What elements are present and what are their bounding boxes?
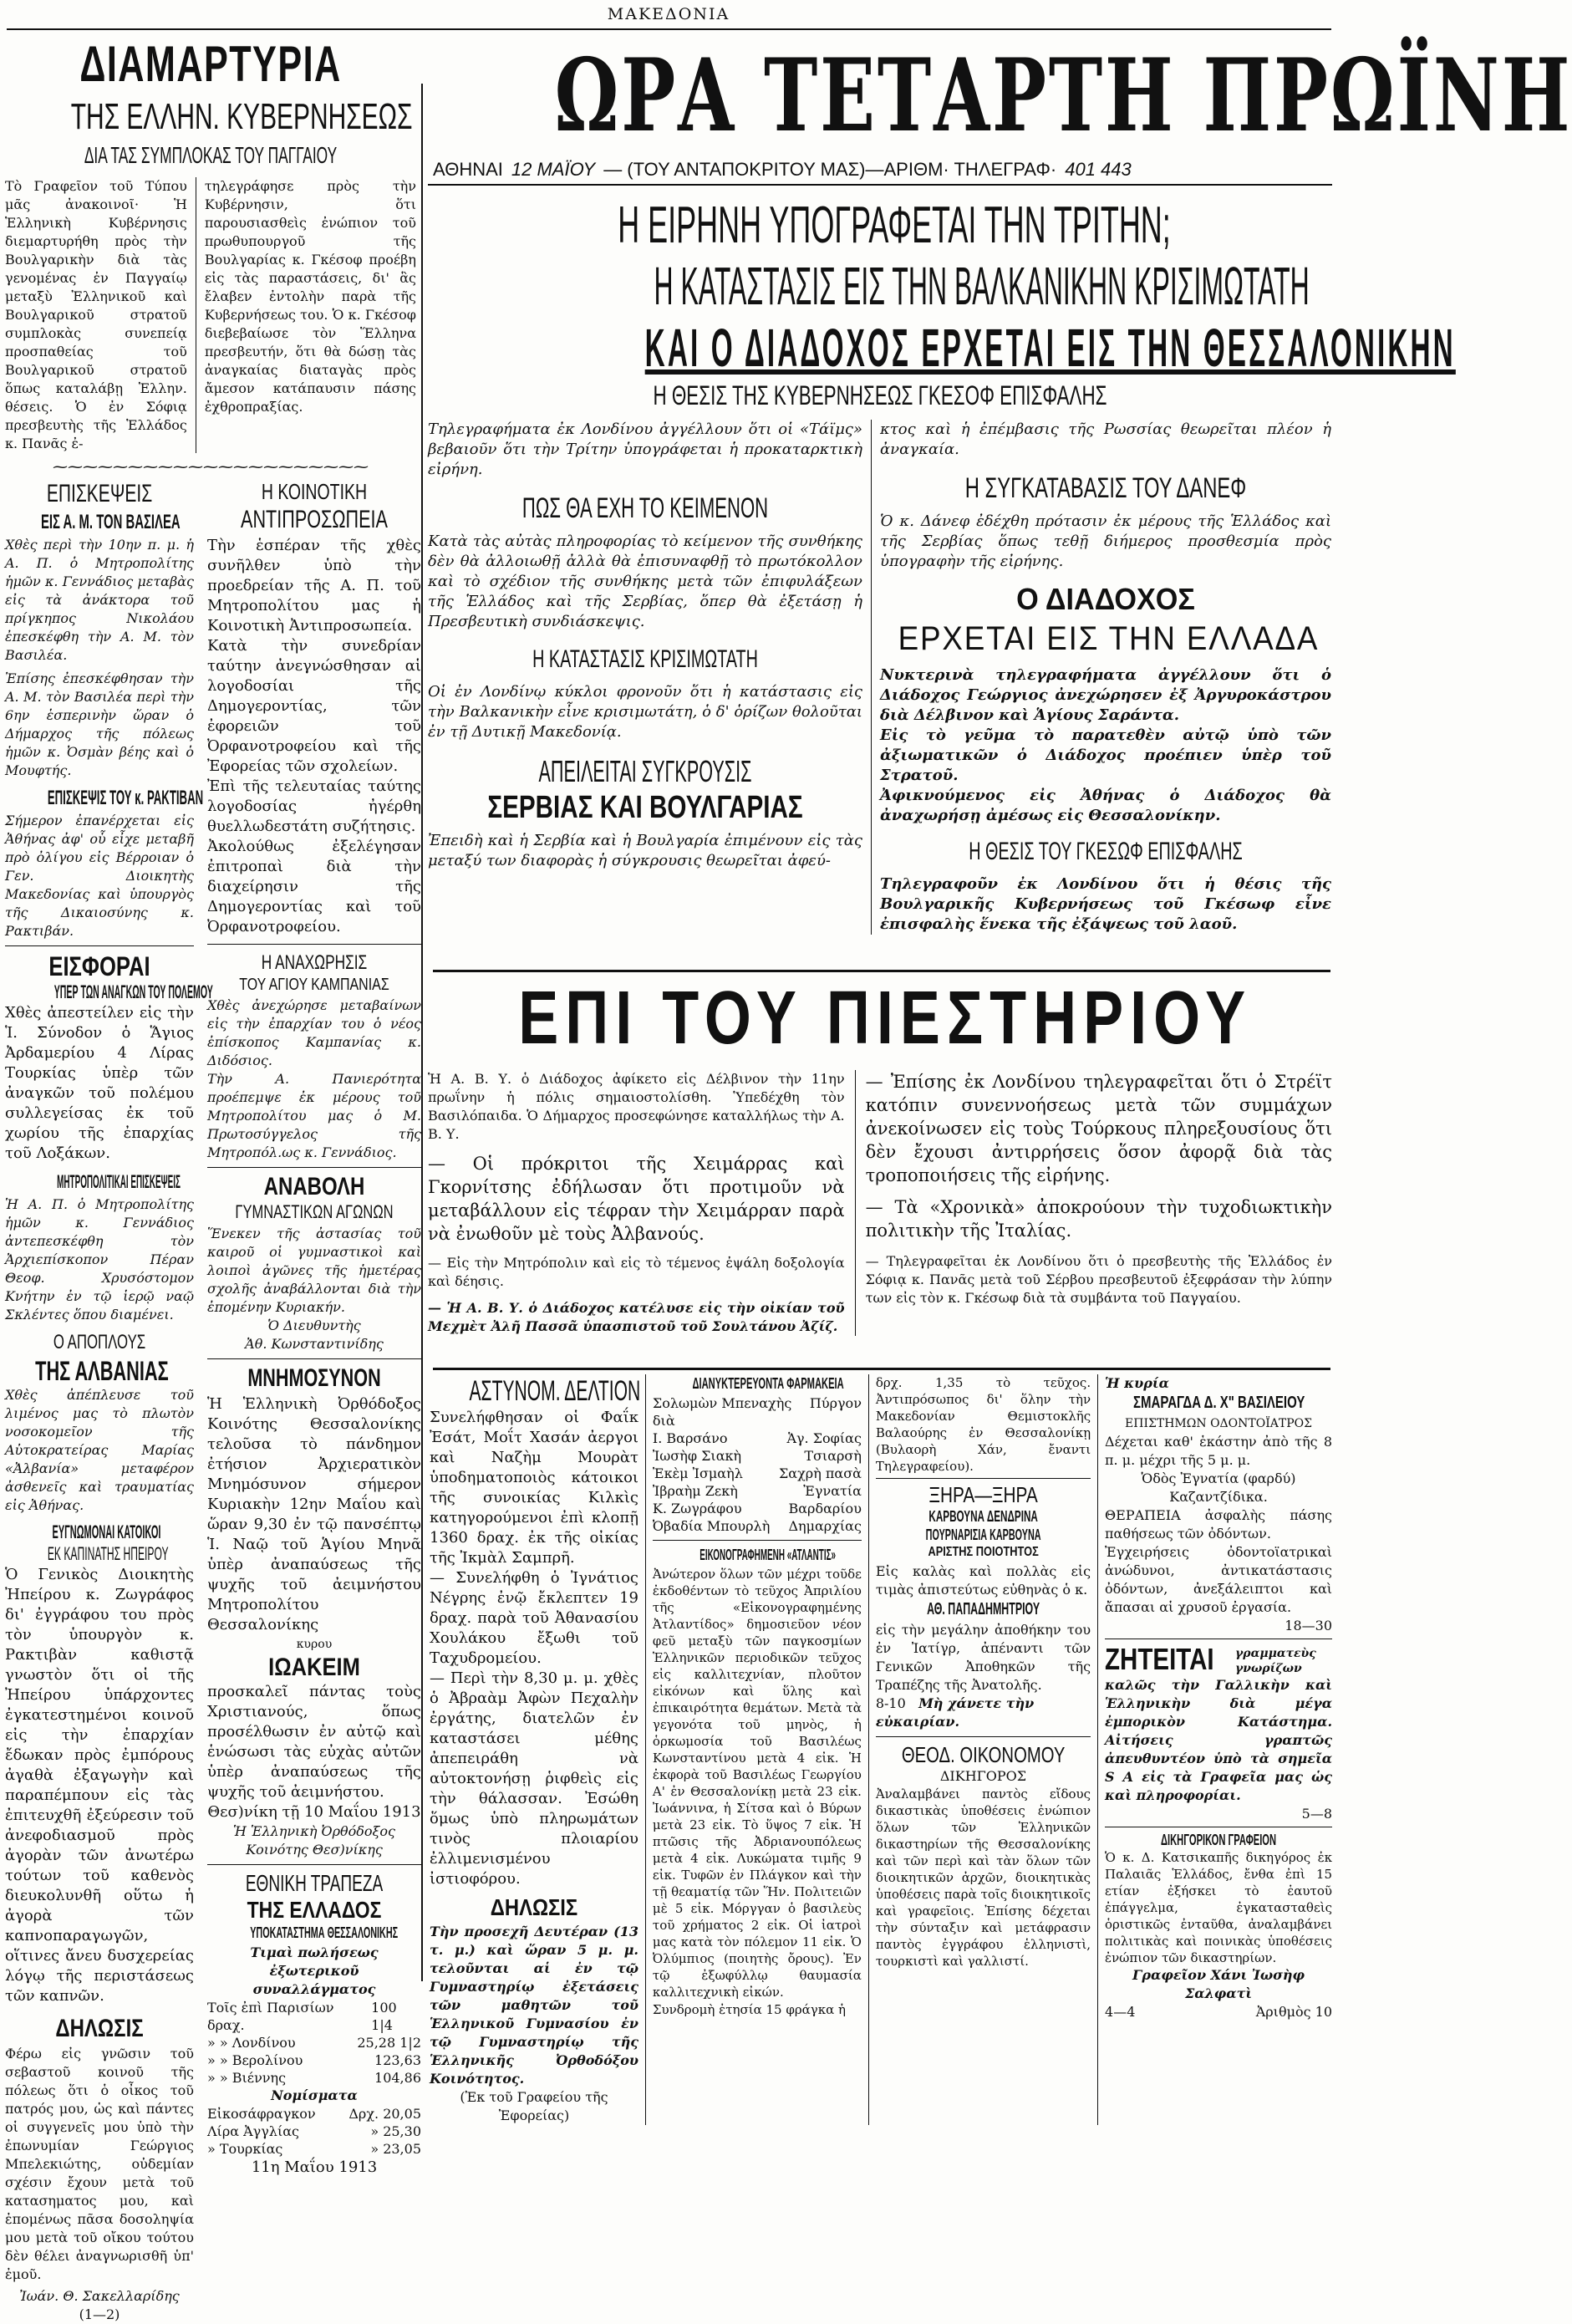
mnim-sig-1: Ἡ Ἑλληνικὴ Ὀρθόδοξος xyxy=(233,1823,395,1839)
dateline-numbers: 401 443 xyxy=(1065,159,1132,180)
xira-heading: ΞΗΡΑ—ΞΗΡΑ xyxy=(928,1482,1038,1507)
colA-s3-text: Ἐπειδὴ καὶ ἡ Σερβία καὶ ἡ Βουλγαρία ἐπιμένουν εἰς τὰς μεταξύ των διαφορὰς ἡ σύγκρουσις θεωρεῖται ἀφεύ- xyxy=(428,832,862,869)
xira-sub-2: ΠΟΥΡΝΑΡΙΣΙΑ ΚΑΡΒΟΥΝΑ xyxy=(925,1526,1041,1543)
colB-s1-text: Ὁ κ. Δάνεφ ἐδέχθη πρότασιν ἐκ μέρους τῆς Ἑλλάδος καὶ τῆς Σερβίας ὅπως τεθῇ διήμερος προσθεσμία πρὸς ὑπογραφὴν τῆς εἰρήνης. xyxy=(880,512,1331,570)
pharm-row xyxy=(653,1465,862,1482)
koin-heading: Η ΚΟΙΝΟΤΙΚΗ xyxy=(261,479,368,504)
dentist-text-3: ΘΕΡΑΠΕΙΑ ἀσφαλὴς πάσης παθήσεως τῶν ὀδόντων. xyxy=(1105,1507,1333,1542)
atlantis-heading: ΕΙΚΟΝΟΓΡΑΦΗΜΕΝΗ «ΑΤΛΑΝΤΙΣ» xyxy=(700,1547,836,1563)
bank-rate-row-label: » » Βιέννης xyxy=(207,2070,287,2086)
press-left-2: — Οἱ πρόκριτοι τῆς Χειμάρρας καὶ Γκορνίτσης ἐδήλωσαν ὅτι προτιμοῦν νὰ μεταβάλλουν εἰς τέφραν τὴν Χειμάρραν παρὰ νὰ ἐνωθοῦν μὲ τοὺς Ἀλβανούς. xyxy=(428,1154,845,1244)
anax-heading: Η ΑΝΑΧΩΡΗΣΙΣ xyxy=(261,951,368,974)
masthead: ΜΑΚΕΔΟΝΙΑ xyxy=(607,5,730,23)
pharm-row-value: Ἁγ. Σοφίας xyxy=(786,1430,862,1446)
pharm-row xyxy=(653,1394,862,1430)
press-section xyxy=(428,976,1332,1336)
office-address: Γραφεῖον Χάνι Ἰωσὴφ Σαλφατὶ xyxy=(1132,1967,1305,2001)
eisfora-text: Χθὲς ἀπεστείλεν εἰς τὴν Ἱ. Σύνοδον ὁ Ἅγιος Ἀρδαμερίου 4 Λίρας Τουρκίας ὑπὲρ τῶν ἀναγκῶν τοῦ πολέμου συλλεγείσας ἐκ τοῦ χωρίου τῆς ἐπαρχίας τοῦ Λοξάκων. xyxy=(5,1004,194,1162)
wanted-heading: ΖΗΤΕΙΤΑΙ xyxy=(1105,1642,1214,1676)
dentist-prefix: Ἡ κυρία xyxy=(1105,1375,1169,1391)
police-text-1: Συνελήφθησαν οἱ Φαΐκ Ἐσάτ, Μοΐτ Χασάν ἀεργοι καὶ Ναζὴμ Μουρὰτ ὑποδηματοποιὸς κάτοικοι τῆς συνοικίας Κιλκὶς κατηγορούμενοι ἐπὶ κλοπῇ 1360 δραχ. ἐκ τῆς οἰκίας τῆς Ἰκμὰλ Σαμπρῆ. xyxy=(430,1409,638,1567)
gymn-sig-2: Ἀθ. Κωνσταντινίδης xyxy=(245,1336,384,1352)
ads-section xyxy=(430,1374,1332,2125)
notice2-heading: ΔΗΛΩΣΙΣ xyxy=(490,1894,578,1920)
dateline-source: — (ΤΟΥ ΑΝΤΑΠΟΚΡΙΤΟΥ ΜΑΣ)—ΑΡΙΘΜ· ΤΗΛΕΓΡΑΦ· xyxy=(603,159,1057,180)
metro-heading: ΜΗΤΡΟΠΟΛΙΤΙΚΑΙ ΕΠΙΣΚΕΨΕΙΣ xyxy=(57,1171,181,1192)
notice-text: Φέρω εἰς γνῶσιν τοῦ σεβαστοῦ κοινοῦ τῆς πόλεως ὅτι ὁ οἶκος τοῦ πατρός μου, ὡς καὶ πάντες οἱ συγγενεῖς μου ὑπὸ τὴν ἐπωνυμίαν Γεώργιος Μπελεκιώτης, οὐδεμίαν σχέσιν ἔχουν μετὰ τοῦ κατασηματος μου, καὶ ἐπομένως πᾶσα δοσοληψία μου μετὰ τοῦ οἴκου τούτου δὲν θέλει ἀναγνωρισθῆ ὑπ' ἐμοῦ. xyxy=(5,2046,194,2282)
metro-text: Ἡ Α. Π. ὁ Μητροπολίτης ἡμῶν κ. Γεννάδιος ἀντεπεσκέφθη τὸν Ἀρχιεπίσκοπον Πέραν Θεοφ. Χρυσόστομον Κνήτην ἐν τῷ ἱερῷ ναῷ Σκλέντες ὅπου διαμένει. xyxy=(5,1196,194,1323)
protest-text-1: Τὸ Γραφεῖον τοῦ Τύπου μᾶς ἀνακοινοῖ· Ἡ Ἑλληνικὴ Κυβέρνησις διεμαρτυρήθη πρὸς τὴν Βουλγαρικὴν διὰ τὰς γενομένας ἐν Παγγαίῳ μεταξὺ Ἑλληνικοῦ καὶ Βουλγαρικοῦ στρατοῦ συμπλοκὰς συνεπείᾳ προσπαθείας τοῦ Βουλγαρικοῦ στρατοῦ ὅπως καταλάβῃ Ἑλλην. θέσεις. Ὁ ἐν Σόφιᾳ πρεσβευτὴς τῆς Ἑλλάδος κ. Πανᾶς ἐ- xyxy=(5,178,187,451)
raktivan-heading: ΕΠΙΣΚΕΨΙΣ ΤΟΥ κ. ΡΑΚΤΙΒΑΝ xyxy=(47,787,204,809)
press-left-1: Ἡ Α. Β. Υ. ὁ Διάδοχος ἀφίκετο εἰς Δέλβινον τὴν 11ην πρωΐνην ἡ πόλις σημαιοστολίσθη. Ὑπεδέχθη τὸν Βασιλόπαιδα. Ὁ Δήμαρχος προσεφώνησε καταλλήλως τὴν Α. Β. Υ. xyxy=(428,1071,845,1142)
pharm-row-value: Δημαρχίας xyxy=(788,1518,862,1534)
bank-coin-row xyxy=(207,2123,421,2140)
pharm-row-value: Ἐγνατία xyxy=(803,1483,862,1499)
pharm-row-label: Ὀβαδία Μπουρλὴ xyxy=(652,1518,771,1534)
dentist-name: ΣΜΑΡΑΓΔΑ Δ. Χ" ΒΑΣΙΛΕΙΟΥ xyxy=(1133,1394,1305,1412)
headline-4: Η ΘΕΣΙΣ ΤΗΣ ΚΥΒΕΡΝΗΣΕΩΣ ΓΚΕΣΟΦ ΕΠΙΣΦΑΛΗΣ xyxy=(653,380,1107,410)
bank-coin-row-value: Δρχ. 20,05 xyxy=(348,2106,421,2122)
headline-1: Η ΕΙΡΗΝΗ ΥΠΟΓΡΑΦΕΤΑΙ ΤΗΝ ΤΡΙΤΗΝ; xyxy=(618,196,1171,254)
notice-number: (1—2) xyxy=(79,2306,120,2322)
mnim-name: ΙΩΑΚΕΙΜ xyxy=(268,1654,360,1681)
koin-subheading: ΑΝΤΙΠΡΟΣΩΠΕΙΑ xyxy=(241,506,388,533)
bank-heading: ΕΘΝΙΚΗ ΤΡΑΠΕΖΑ xyxy=(245,1870,384,1896)
headline-3: ΚΑΙ Ο ΔΙΑΔΟΧΟΣ ΕΡΧΕΤΑΙ ΕΙΣ ΤΗΝ ΘΕΣΣΑΛΟΝΙΚΗΝ xyxy=(644,318,1456,378)
dateline-date: 12 ΜΑΪΟΥ xyxy=(511,159,596,180)
colB-s2-subheading: ΕΡΧΕΤΑΙ ΕΙΣ ΤΗΝ ΕΛΛΑΔΑ xyxy=(898,620,1320,657)
mnim-name-small: κυρου xyxy=(296,1638,333,1651)
xira-motto-line xyxy=(876,1695,1091,1731)
protest-subheading: ΤΗΣ ΕΛΛΗΝ. ΚΥΒΕΡΝΗΣΕΩΣ xyxy=(70,96,413,137)
colB-s1-heading: Η ΣΥΓΚΑΤΑΒΑΣΙΣ ΤΟΥ ΔΑΝΕΦ xyxy=(964,472,1247,504)
bank-rate-row-value: 100 1|4 xyxy=(371,2000,397,2033)
pharm-row-label: Ι. Βαρσάνο xyxy=(652,1430,728,1446)
pharm-row-label: Ἐκὲμ Ἰσμαὴλ xyxy=(652,1465,743,1481)
protest-topic: ΔΙΑ ΤΑΣ ΣΥΜΠΛΟΚΑΣ ΤΟΥ ΠΑΓΓΑΙΟΥ xyxy=(84,142,338,168)
xira-sub-1: ΚΑΡΒΟΥΝΑ ΔΕΝΔΡΙΝΑ xyxy=(928,1508,1038,1525)
colA-s3-subheading: ΣΕΡΒΙΑΣ ΚΑΙ ΒΟΥΛΓΑΡΙΑΣ xyxy=(487,790,803,825)
colB-lead: κτος καὶ ἡ ἐπέμβασις τῆς Ρωσσίας θεωρεῖται πλέον ἡ ἀναγκαία. xyxy=(880,420,1331,458)
press-right-3: — Τηλεγραφεῖται ἐκ Λονδίνου ὅτι ὁ πρεσβευτὴς τῆς Ἑλλάδος ἐν Σόφιᾳ κ. Πανᾶς μετὰ τοῦ Σέρβου πρεσβευτοῦ ἐξεφράσαν τὴν λύπην των εἰς τὸν κ. Γκέσωφ διὰ τὰ συμβάντα τοῦ Παγγαίου. xyxy=(865,1253,1333,1306)
office-number: Ἀριθμὸς 10 xyxy=(1255,2004,1333,2020)
visits-heading: ΕΠΙΣΚΕΨΕΙΣ xyxy=(46,480,153,507)
pharm-row-label: Κ. Ζωγράφου xyxy=(652,1501,742,1516)
koin-text-1: Τὴν ἑσπέραν τῆς χθὲς συνῆλθεν ὑπὸ τὴν προεδρείαν τῆς Α. Π. τοῦ Μητροπολίτου μας ἡ Κοινοτικὴ Ἀντιπροσωπεία. xyxy=(207,537,421,635)
bank-coin-row-value: » 23,05 xyxy=(370,2141,421,2157)
notice2-source: (Ἐκ τοῦ Γραφείου τῆς Ἐφορείας) xyxy=(460,2089,608,2123)
xira-top-text: δρχ. 1,35 τὸ τεῦχος. Ἀντιπρόσωπος δι' ὅλην τὴν Μακεδονίαν Θεμιστοκλῆς Βαλαούρης ἐν Θεσσαλονίκῃ (Βυλαορὴ Χάν, ἔναντι Τηλεγραφείου). xyxy=(875,1375,1091,1474)
press-right-2: — Τὰ «Χρονικὰ» ἀποκρούουν τὴν τυχοδιωκτικὴν πολιτικὴν τῆς Ἰταλίας. xyxy=(865,1197,1333,1241)
press-title: ΕΠΙ ΤΟΥ ΠΙΕΣΤΗΡΙΟΥ xyxy=(518,976,1253,1060)
main-title: ΩΡΑ ΤΕΤΑΡΤΗ ΠΡΩΪΝΗ xyxy=(554,37,1572,155)
office-ref: 4—4 xyxy=(1105,2004,1136,2020)
bank-rate-row xyxy=(207,1999,421,2034)
press-left-4: — Ἡ Α. Β. Υ. ὁ Διάδοχος κατέλυσε εἰς τὴν οἰκίαν τοῦ Μεχμὲτ Ἀλῆ Πασσᾶ ὑπασπιστοῦ τοῦ Σουλτάνου Ἀζίζ. xyxy=(428,1300,845,1334)
pharm-row xyxy=(653,1482,862,1500)
bank-rate-row-value: 104,86 xyxy=(374,2070,421,2086)
colA-lead: Τηλεγραφήματα ἐκ Λονδίνου ἀγγέλλουν ὅτι οἱ «Τάϊμς» βεβαιοῦν ὅτι τὴν Τρίτην ὑπογράφεται ἡ προκαταρκτικὴ εἰρήνη. xyxy=(428,420,862,478)
anax-text-1: Χθὲς ἀνεχώρησε μεταβαίνων εἰς τὴν ἐπαρχίαν του ὁ νέος ἐπίσκοπος Καμπανίας κ. Διδόσιος. xyxy=(207,997,421,1068)
bank-rate-row-label: » » Λονδίνου xyxy=(207,2035,296,2051)
bank-rate-row-value: 123,63 xyxy=(374,2052,421,2068)
police-heading: ΑΣΤΥΝΟΜ. ΔΕΛΤΙΟΝ xyxy=(469,1375,641,1407)
dateline xyxy=(428,159,1332,186)
albania-text: Χθὲς ἀπέπλευσε τοῦ λιμένος μας τὸ πλωτὸν νοσοκομεῖον τῆς Αὐτοκρατείρας Μαρίας «Ἀλβανία» μεταφέρον ἀσθενεῖς καὶ τραυματίας εἰς Ἀθήνας. xyxy=(5,1387,194,1513)
mnim-text-2: προσκαλεῖ πάντας τοὺς Χριστιανούς, ὅπως προσέλθωσιν ἐν αὐτῷ καὶ ἑνώσωσι τὰς εὐχὰς αὐτῶν ὑπὲρ ἀναπαύσεως τῆς ψυχῆς τοῦ ἀειμνήστου. xyxy=(207,1683,421,1801)
dentist-text-4: Ἐγχειρήσεις ὀδοντοϊατρικαὶ ἀνώδυνοι, ἀντικατάστασις ὀδόντων, ἀνεξάλειπτοι καὶ ἄπασαι αἱ χρυσοῦ ἐργασία. xyxy=(1105,1544,1333,1615)
pharm-row xyxy=(653,1430,862,1447)
bank-coin-row-label: » Τουρκίας xyxy=(207,2141,283,2157)
pharm-row-label: Σολωμὼν Μπεναχὴς διὰ xyxy=(652,1395,792,1429)
colB-s2-heading: Ο ΔΙΑΔΟΧΟΣ xyxy=(1016,582,1195,616)
koin-text-4: Ἀκολούθως ἐξελέγησαν ἐπιτροπαὶ διὰ τὴν διαχείρησιν τῆς Δημογεροντίας καὶ τοῦ Ὀρφανοτροφείου. xyxy=(207,838,421,935)
dentist-text-1: Δέχεται καθ' ἑκάστην ἀπὸ τῆς 8 π. μ. μέχρι τῆς 5 μ. μ. xyxy=(1105,1434,1333,1468)
lawyer-title: ΔΙΚΗΓΟΡΟΣ xyxy=(939,1768,1027,1784)
bank-rates-title: Τιμαὶ πωλήσεως ἐξωτερικοῦ συναλλάγματος xyxy=(250,1944,379,1997)
pharm-row-label: Ἰβραὴμ Ζεκὴ xyxy=(652,1483,738,1499)
pharm-row-label: Ἰωσὴφ Σιακὴ xyxy=(652,1448,742,1464)
raktivan-text: Σήμερον ἐπανέρχεται εἰς Ἀθήνας ἀφ' οὗ εἶχε μεταβῆ πρὸ ὀλίγου εἰς Βέρροιαν ὁ Γεν. Διοικητὴς Μακεδονίας καὶ ὑπουργὸς τῆς Δικαιοσύνης κ. Ρακτιβάν. xyxy=(5,813,194,939)
bank-coins-table xyxy=(207,2105,421,2158)
colA-s2-text: Οἱ ἐν Λονδίνῳ κύκλοι φρονοῦν ὅτι ἡ κατάστασις εἰς τὴν Βαλκανικὴν εἶνε κρισιμωτάτη, ὁ δ' ὁρίζων θολοῦται ἐν τῇ Δυτικῇ Μακεδονίᾳ. xyxy=(428,683,862,741)
bank-date: 11η Μαΐου 1913 xyxy=(251,2158,378,2176)
atlantis-subscription: Συνδρομὴ ἐτησία 15 φράγκα ἡ xyxy=(652,2002,847,2017)
pharm-row-value: Βαρδαρίου xyxy=(788,1501,862,1516)
colA-s1-heading: ΠΩΣ ΘΑ ΕΧΗ ΤΟ ΚΕΙΜΕΝΟΝ xyxy=(521,492,769,524)
left-column xyxy=(5,35,421,2324)
dentist-num: 18—30 xyxy=(1285,1618,1333,1633)
bank-coin-row xyxy=(207,2140,421,2158)
epirus-heading: ΕΥΓΝΩΜΟΝΑΙ ΚΑΤΟΙΚΟΙ xyxy=(52,1521,161,1542)
notice-heading: ΔΗΛΩΣΙΣ xyxy=(55,2015,144,2042)
protest-text-2: τηλεγράφησε πρὸς τὴν Κυβέρνησιν, ὅτι παρουσιασθεὶς ἐνώπιον τοῦ πρωθυπουργοῦ τῆς Βουλγαρίας κ. Γκέσοφ προέβη εἰς τὰς παραστάσεις, δι' ἃς ἔλαβεν ἐντολὴν παρὰ τῆς Κυβερνήσεως του. Ὁ κ. Γκέσοφ διεβεβαίωσε τὸν Ἕλληνα πρεσβευτήν, ὅτι θὰ δώσῃ τὰς ἀναγκαίας διαταγὰς πρὸς ἄμεσον κατάπαυσιν πάσης ἐχθροπραξίας. xyxy=(204,178,416,415)
colA-s1-text: Κατὰ τὰς αὐτὰς πληροφορίας τὸ κείμενον τῆς συνθήκης δὲν θὰ ἀλλοιωθῇ ἀλλὰ θὰ ἐπισυναφθῇ τὸ πρωτόκολλον καὶ τὸ σχέδιον τῆς συνθήκης μετὰ τῶν ἐπιφυλάξεων τῆς Ἑλλάδος καὶ τῆς Σερβίας, ὅπερ θὰ ἐξετάσῃ ἡ Πρεσβευτικὴ συνδιάσκεψις. xyxy=(428,533,862,630)
office-heading: ΔΙΚΗΓΟΡΙΚΟΝ ΓΡΑΦΕΙΟΝ xyxy=(1160,1832,1277,1848)
albania-heading: Ο ΑΠΟΠΛΟΥΣ xyxy=(53,1331,146,1353)
office-text: Ὁ κ. Δ. Κατσικαπῆς δικηγόρος ἐκ Παλαιᾶς Ἑλλάδος, ἔνθα ἐπὶ 15 ετίαν ἐξήσκει τὸ ἑαυτοῦ ἐπάγγελμα, ἐγκατασταθεὶς ὁριστικῶς ἐνταῦθα, ἀναλαμβάνει πολιτικὰς καὶ ποινικὰς ὑποθέσεις ἐνώπιον τῶν δικαστηρίων. xyxy=(1105,1850,1333,1965)
headline-2: Η ΚΑΤΑΣΤΑΣΙΣ ΕΙΣ ΤΗΝ ΒΑΛΚΑΝΙΚΗΝ ΚΡΙΣΙΜΩΤΑΤΗ xyxy=(654,256,1310,316)
anax-subheading: ΤΟΥ ΑΓΙΟΥ ΚΑΜΠΑΝΙΑΣ xyxy=(239,976,389,994)
wanted-num: 5—8 xyxy=(1301,1806,1333,1822)
visits-text-2: Ἐπίσης ἐπεσκέφθησαν τὴν Α. Μ. τὸν Βασιλέα περὶ τὴν 6ην ἑσπερινὴν ὥραν ὁ Δήμαρχος τῆς πόλεως ἡμῶν κ. Ὀσμὰν βέης καὶ ὁ Μουφτής. xyxy=(5,670,194,778)
xira-motto: Μὴ χάνετε τὴν εὐκαιρίαν. xyxy=(875,1695,1035,1730)
bank-rate-row-label: » » Βερολίνου xyxy=(207,2052,303,2068)
pharm-table xyxy=(653,1394,862,1535)
bank-branch: ΥΠΟΚΑΤΑΣΤΗΜΑ ΘΕΣΣΑΛΟΝΙΚΗΣ xyxy=(250,1924,399,1941)
mnim-text-1: Ἡ Ἑλληνικὴ Ὀρθόδοξος Κοινότης Θεσσαλονίκης τελοῦσα τὸ πάνδημον ἐτήσιον Ἀρχιερατικὸν Μνημόσυνον σήμερον Κυριακὴν 12ην Μαΐου καὶ ὥραν 9,30 ἐν τῷ πανσέπτῳ Ἱ. Ναῷ τοῦ Ἁγίου Μηνᾶ ὑπὲρ ἀναπαύσεως τῆς ψυχῆς τοῦ ἀειμνήστου Μητροπολίτου Θεσσαλονίκης xyxy=(207,1395,421,1633)
press-right-1: — Ἐπίσης ἐκ Λονδίνου τηλεγραφεῖται ὅτι ὁ Στρέϊτ κατόπιν συνεννοήσεως μετὰ τῶν συμμάχων ἀνεκοίνωσεν εἰς τοὺς Τούρκους πληρεξουσίους ὅτι δὲν ἔχουσι ἀντιρρήσεις ὅσον ἀφορᾷ διὰ τὰς τροποποιήσεις τῆς εἰρήνης. xyxy=(865,1072,1333,1185)
mnim-sig-2: Κοινότης Θεσ)νίκης xyxy=(246,1842,383,1858)
eisfora-heading: ΕΙΣΦΟΡΑΙ xyxy=(48,951,150,981)
xira-sub-3: ΑΡΙΣΤΗΣ ΠΟΙΟΤΗΤΟΣ xyxy=(928,1545,1039,1559)
mnim-heading: ΜΝΗΜΟΣΥΝΟΝ xyxy=(247,1364,381,1392)
gymn-subheading: ΓΥΜΝΑΣΤΙΚΩΝ ΑΓΩΝΩΝ xyxy=(235,1201,394,1222)
colB-s2-text-1: Νυκτερινὰ τηλεγραφήματα ἀγγέλλουν ὅτι ὁ Διάδοχος Γεώργιος ἀνεχώρησεν ἐξ Ἀργυροκάστρου διὰ Δέλβινον καὶ Ἁγίους Σαράντα. xyxy=(880,666,1331,724)
xira-text-1: Εἰς καλὰς καὶ πολλὰς εἰς τιμὰς ἀπιστεύτως εὐθηνὰς ὁ κ. xyxy=(875,1563,1091,1598)
xira-name: ΑΘ. ΠΑΠΑΔΗΜΗΤΡΙΟΥ xyxy=(926,1600,1040,1618)
bank-rate-row-value: 25,28 1|2 xyxy=(357,2035,421,2051)
koin-text-3: Ἐπὶ τῆς τελευταίας ταύτης λογοδοσίας ἠγέρθη θυελλωδεστάτη συζήτησις. xyxy=(207,777,421,835)
eisfora-subheading: ΥΠΕΡ ΤΩΝ ΑΝΑΓΚΩΝ ΤΟΥ ΠΟΛΕΜΟΥ xyxy=(53,981,213,1002)
mnim-date: Θεσ)νίκη τῇ 10 Μαΐου 1913 xyxy=(207,1803,421,1821)
bank-coin-row xyxy=(207,2105,421,2123)
colB-s3-heading: Η ΘΕΣΙΣ ΤΟΥ ΓΚΕΣΩΦ ΕΠΙΣΦΑΛΗΣ xyxy=(969,838,1243,865)
colA-s3-heading: ΑΠΕΙΛΕΙΤΑΙ ΣΥΓΚΡΟΥΣΙΣ xyxy=(538,754,752,788)
dateline-city: ΑΘΗΝΑΙ xyxy=(433,159,503,180)
atlantis-text: Ἀνώτερον ὅλων τῶν μέχρι τοῦδε ἐκδοθέντων τὸ τεῦχος Ἀπριλίου τῆς «Εἰκονογραφημένης Ἀτλαντίδος» δημοσιεῦον νέον φεῦ μεταξὺ τῶν παγκοσμίων Ἑλληνικῶν περιοδικῶν τεῦχος εἰς καλλιτεχνίαν, πλοῦτον εἰκόνων καὶ ὕλης καὶ ἐπικαιρότητα θεμάτων. Μετὰ τὰ γεγονότα τοῦ μηνὸς, ἡ ὁρκωμοσία τοῦ Βασιλέως Κωνσταντίνου μετὰ 4 εἰκ. Ἡ ἐκφορὰ τοῦ Βασιλέως Γεωργίου Α' ἐν Θεσσαλονίκῃ μετὰ 23 εἰκ. Ἰωάννινα, ἡ Σίτσα καὶ ὁ Βύρων μετὰ 23 εἰκ. Τὸ ὕψος 7 εἰκ. Ἡ πτῶσις τῆς Ἀδριανουπόλεως μετὰ 4 εἰκ. Λυκώματα τιμῆς 9 εἰκ. Τυφῶν ἐν Πλάγκον καὶ τὴν τῇ θεαματίᾳ τῶν Ἥν. Πολιτειῶν μὲ 5 εἰκ. Μόργγαν ὁ βασιλεὺς τοῦ χρήματος 2 εἰκ. Οἱ ἰατροὶ μας κατὰ τὸν πόλεμον 11 εἰκ. Ὁ Ὀλύμπιος (ποιητὴς ὄρους). Ἐν τῷ ἐξωφύλλῳ θαυμασία καλλιτεχνικὴ εἰκών. xyxy=(652,1567,862,2000)
police-text-2: — Συνελήφθη ὁ Ἰγνάτιος Νέγρης ἐνῷ ἔκλεπτεν 19 δραχ. παρὰ τοῦ Ἀθανασίου Χουλάκου ἔξωθι τοῦ Ταχυδρομείου. xyxy=(430,1569,638,1667)
epirus-text: Ὁ Γενικὸς Διοικητὴς Ἠπείρου κ. Ζωγράφος δι' ἐγγράφου του πρὸς τὸν ὑπουργὸν κ. Ρακτιβὰν καθιστᾷ γνωστὸν ὅτι οἱ τῆς Ἠπείρου ὑπάρχοντες ἐγκατεστημένοι κοινοῦ εἰς τὴν ἐπαρχίαν ἔδωκαν πρὸς ἐμπόρους ἀγαθὰ ἐξαγωγὴν καὶ παραπέμπουν εἰς τὰς ἐπιτευχθῆ ἐξεύρεσιν τοῦ ἀνεφοδιασμοῦ πρὸς ἀγορὰν τῶν ἀνωτέρω τούτων τοῦ καθενὸς διευκολυνθῆ οὕτω ἡ ἀγορὰ τῶν καπνοπαραγωγῶν, οἵτινες ἄνευ δυσχερείας λόγῳ τῆς περιστάσεως τῶν καπνῶν. xyxy=(5,1566,194,2005)
bank-rate-row xyxy=(207,2069,421,2087)
bank-subheading: ΤΗΣ ΕΛΛΑΔΟΣ xyxy=(247,1897,382,1923)
anax-text-2: Τὴν Α. Πανιερότητα προέπεμψε ἐκ μέρους τοῦ Μητροπολίτου μας ὁ Μ. Πρωτοσύγγελος τῆς Μητροπόλ.ως κ. Γεννάδιος. xyxy=(207,1071,421,1160)
lawyer-name: ΘΕΟΔ. ΟΙΚΟΝΟΜΟΥ xyxy=(901,1742,1066,1767)
notice-signature: Ἰωάν. Θ. Σακελλαρίδης xyxy=(19,2288,180,2304)
office-footer xyxy=(1105,2003,1332,2021)
bank-rate-row xyxy=(207,2034,421,2051)
lawyer-text: Ἀναλαμβάνει παντὸς εἴδους δικαστικὰς ὑποθέσεις ἐνώπιον ὅλων τῶν Ἑλληνικῶν δικαστηρίων τῆς Θεσσαλονίκης καὶ τῶν περὶ καὶ τὰν ὅλων τῶν διοικητικῶν ἀρχῶν, διοικητικὰς ὑποθέσεις παρὰ τοῖς διοικητικοῖς καὶ γραφεῖοις. Ἐπίσης δέχεται τὴν σύνταξιν καὶ μετάφρασιν παντὸς ἐγγράφου ἑλληνιστὶ, τουρκιστὶ καὶ γαλλιστί. xyxy=(875,1786,1091,1969)
koin-text-2: Κατὰ τὴν συνεδρίαν ταύτην ἀνεγνώσθησαν αἱ λογοδοσίαι τῆς Δημογεροντίας, τῶν ἐφορειῶν τοῦ Ὀρφανοτροφείου καὶ τῆς Ἐφορείας τῶν σχολείων. xyxy=(207,637,421,775)
pharm-row-value: Πύργον xyxy=(809,1395,862,1411)
bank-coin-row-label: Εἰκοσάφραγκον xyxy=(207,2106,316,2122)
pharm-row xyxy=(653,1500,862,1517)
colB-s3-text: Τηλεγραφοῦν ἐκ Λονδίνου ὅτι ἡ θέσις τῆς Βουλγαρικῆς Κυβερνήσεως τοῦ Γκέσωφ εἶνε ἐπισφαλὴς ἕνεκα τῆς ἐξάψεως τοῦ λαοῦ. xyxy=(880,875,1331,933)
notice2-text: Τὴν προσεχῆ Δευτέραν (13 τ. μ.) καὶ ὥραν 5 μ. μ. τελοῦνται αἱ ἐν τῷ Γυμναστηρίῳ ἐξετάσεις τῶν μαθητῶν τοῦ Ἑλληνικοῦ Γυμνασίου ἐν τῷ Γυμναστηρίῳ τῆς Ἑλληνικῆς Ὀρθοδόξου Κοινότητος. xyxy=(430,1924,638,2087)
press-left-3: — Εἰς τὴν Μητρόπολιν καὶ εἰς τὸ τέμενος ἐψάλη δοξολογία καὶ δέησις. xyxy=(428,1255,845,1289)
pharm-row-value: Σαχρὴ πασὰ xyxy=(778,1465,862,1481)
gymn-heading: ΑΝΑΒΟΛΗ xyxy=(263,1173,365,1200)
pharm-row-value: Τσιαρσὴ xyxy=(804,1448,862,1464)
gymn-text: Ἕνεκεν τῆς ἀστασίας τοῦ καιροῦ οἱ γυμναστικοὶ καὶ λοιποὶ ἀγῶνες τῆς ἡμετέρας σχολῆς ἀναβάλλονται διὰ τὴν ἐπομένην Κυριακήν. xyxy=(207,1226,421,1315)
xira-tel: 8-10 xyxy=(875,1695,906,1711)
dentist-title: ΕΠΙΣΤΗΜΩΝ ΟΔΟΝΤΟΪΑΤΡΟΣ xyxy=(1125,1417,1312,1430)
albania-subheading: ΤΗΣ ΑΛΒΑΝΙΑΣ xyxy=(35,1356,169,1386)
pharm-row xyxy=(653,1517,862,1535)
wanted-subheading: γραμματεὺς γνωρίζων xyxy=(1235,1647,1316,1675)
bank-rate-row xyxy=(207,2051,421,2069)
colB-s2-text-3: Ἀφικνούμενος εἰς Ἀθήνας ὁ Διάδοχος θὰ ἀναχωρήσῃ ἀμέσως εἰς Θεσσαλονίκην. xyxy=(880,787,1331,824)
bank-coins-title: Νομίσματα xyxy=(271,2087,358,2103)
colB-s2-text-2: Εἰς τὸ γεῦμα τὸ παρατεθὲν αὐτῷ ὑπὸ τῶν ἀξιωματικῶν ὁ Διάδοχος προέπιεν ὑπὲρ τοῦ Στρατοῦ. xyxy=(880,726,1331,784)
protest-heading: ΔΙΑΜΑΡΤΥΡΙΑ xyxy=(79,36,342,92)
visits-text-1: Χθὲς περὶ τὴν 10ην π. μ. ἡ Α. Π. ὁ Μητροπολίτης ἡμῶν κ. Γεννάδιος μεταβὰς εἰς τὰ ἀνάκτορα τοῦ πρίγκηπος Νικολάου ἐπεσκέφθη τὴν Α. Μ. τὸν Βασιλέα. xyxy=(5,537,194,663)
colA-s2-heading: Η ΚΑΤΑΣΤΑΣΙΣ ΚΡΙΣΙΜΩΤΑΤΗ xyxy=(532,645,758,673)
police-text-3: — Περὶ τὴν 8,30 μ. μ. χθὲς ὁ Ἀβραὰμ Ἀφὼν Πεχαλὴν ἐργάτης, διατελῶν ἐν καταστάσει μέθης ἀπεπειράθη νὰ αὐτοκτονήσῃ ῥιφθεὶς εἰς τὴν θάλασσαν. Ἐσώθη ὅμως ὑπὸ πληρωμάτων τινὸς πλοιαρίου ἐλλιμενισμένου ἰστιοφόρου. xyxy=(430,1669,638,1888)
dentist-text-2: Ὁδὸς Ἐγνατία (φαρδύ) Καζαντζίδικα. xyxy=(1141,1470,1296,1505)
pharm-heading: ΔΙΑΝΥΚΤΕΡΕΥΟΝΤΑ ΦΑΡΜΑΚΕΙΑ xyxy=(692,1375,844,1392)
bank-coin-row-value: » 25,30 xyxy=(370,2123,421,2139)
ornament-divider: ⁓⁓⁓⁓⁓⁓⁓⁓⁓⁓⁓⁓⁓⁓⁓⁓⁓⁓⁓⁓⁓ xyxy=(53,458,369,476)
xira-text-2: εἰς τὴν μεγάλην ἀποθήκην του ἐν Ἰατίγρ, ἀπέναντι τῶν Γενικῶν Ἀποθηκῶν τῆς Τραπέζης τῆς Ἀνατολῆς. xyxy=(875,1622,1091,1693)
bank-rates-table xyxy=(207,1999,421,2087)
wanted-text: καλῶς τὴν Γαλλικὴν καὶ Ἑλληνικὴν διὰ μέγα ἐμπορικὸν Κατάστημα. Αἰτήσεις γραπτῶς ἀπευθυντέον ὑπὸ τὰ σημεῖα S A εἰς τὰ Γραφεῖα μας ὡς καὶ πληροφορίαι. xyxy=(1105,1677,1333,1803)
visits-subheading: ΕΙΣ Α. Μ. ΤΟΝ ΒΑΣΙΛΕΑ xyxy=(40,511,181,533)
gymn-sig-1: Ὁ Διευθυντὴς xyxy=(267,1317,361,1333)
bank-coin-row-label: Λίρα Ἀγγλίας xyxy=(207,2123,299,2139)
front-section xyxy=(428,33,1572,935)
pharm-row xyxy=(653,1447,862,1465)
epirus-subheading: ΕΚ ΚΑΠΙΝΑΤΗΣ ΗΠΕΙΡΟΥ xyxy=(47,1543,169,1564)
bank-rate-row-label: Τοῖς ἐπὶ Παρισίων δραχ. xyxy=(207,2000,334,2033)
